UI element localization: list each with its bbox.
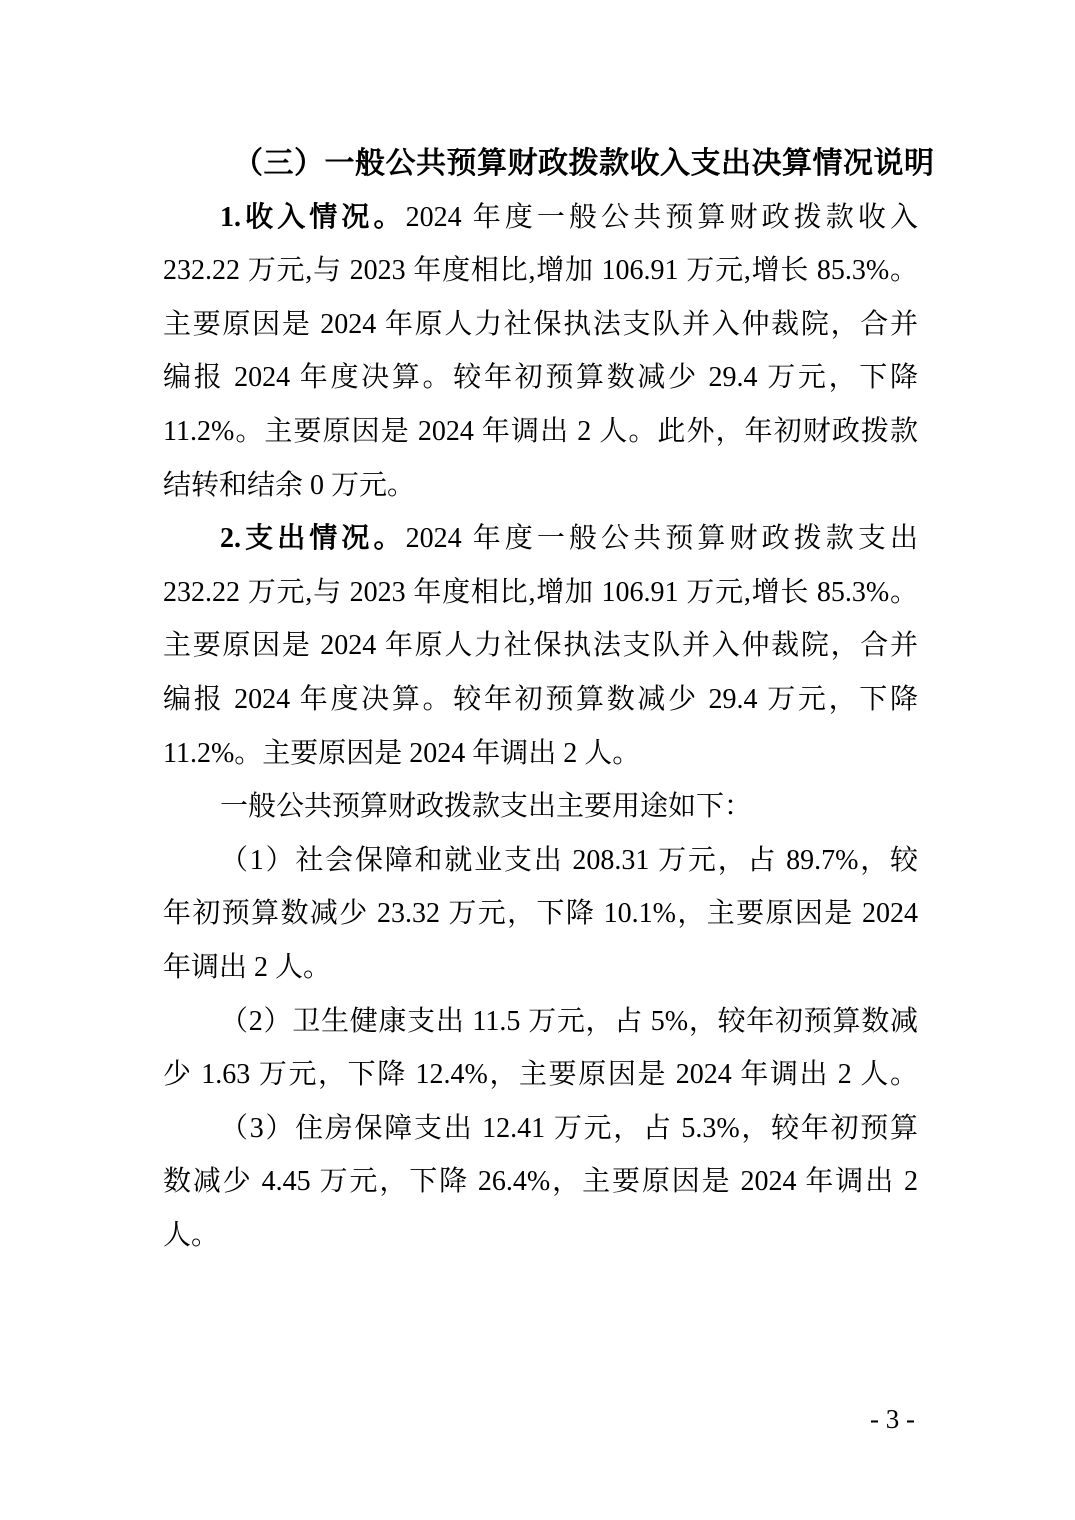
income-line-rest: 2024 年度一般公共预算财政拨款收入: [405, 201, 918, 233]
paragraph-line: 数减少 4.45 万元，下降 26.4%，主要原因是 2024 年调出 2: [163, 1166, 918, 1198]
income-subheading: 1.收入情况。: [220, 201, 406, 233]
usage-intro-line: 一般公共预算财政拨款支出主要用途如下：: [220, 791, 753, 823]
paragraph-line: 主要原因是 2024 年原人力社保执法支队并入仲裁院，合并: [163, 630, 918, 662]
paragraph-line: 年初预算数减少 23.32 万元，下降 10.1%，主要原因是 2024: [163, 898, 918, 930]
paragraph-line: 人。: [163, 1219, 220, 1251]
expense-line-rest: 2024 年度一般公共预算财政拨款支出: [405, 523, 918, 555]
paragraph-line: 232.22 万元,与 2023 年度相比,增加 106.91 万元,增长 85.3%。: [163, 255, 918, 287]
paragraph-line: 232.22 万元,与 2023 年度相比,增加 106.91 万元,增长 85.3%。: [163, 576, 918, 608]
paragraph-line: 11.2%。主要原因是 2024 年调出 2 人。此外，年初财政拨款: [163, 415, 918, 447]
paragraph-line: 年调出 2 人。: [163, 951, 332, 983]
paragraph-line: 少 1.63 万元，下降 12.4%，主要原因是 2024 年调出 2 人。: [163, 1059, 918, 1091]
document-body: [163, 137, 935, 1262]
page-number: - 3 -: [870, 1404, 915, 1434]
paragraph-line: （1）社会保障和就业支出 208.31 万元，占 89.7%，较: [220, 844, 918, 876]
paragraph-line: 编报 2024 年度决算。较年初预算数减少 29.4 万元，下降: [163, 362, 918, 394]
paragraph-line: 结转和结余 0 万元。: [163, 469, 416, 501]
section-title: （三）一般公共预算财政拨款收入支出决算情况说明: [233, 147, 935, 180]
paragraph-line: （3）住房保障支出 12.41 万元，占 5.3%，较年初预算: [220, 1112, 918, 1144]
expense-paragraph: [163, 512, 918, 780]
paragraph-line: （2）卫生健康支出 11.5 万元，占 5%，较年初预算数减: [220, 1005, 918, 1037]
income-paragraph: [163, 191, 918, 513]
usage-item-3: [163, 1102, 918, 1263]
paragraph-line: 主要原因是 2024 年原人力社保执法支队并入仲裁院，合并: [163, 308, 918, 340]
paragraph-line: [163, 512, 918, 566]
paragraph-line: 编报 2024 年度决算。较年初预算数减少 29.4 万元，下降: [163, 683, 918, 715]
paragraph-line: 11.2%。主要原因是 2024 年调出 2 人。: [163, 737, 641, 769]
paragraph-line: [163, 191, 918, 245]
usage-item-2: [163, 995, 918, 1102]
usage-item-1: [163, 834, 918, 995]
expense-subheading: 2.支出情况。: [220, 523, 406, 555]
